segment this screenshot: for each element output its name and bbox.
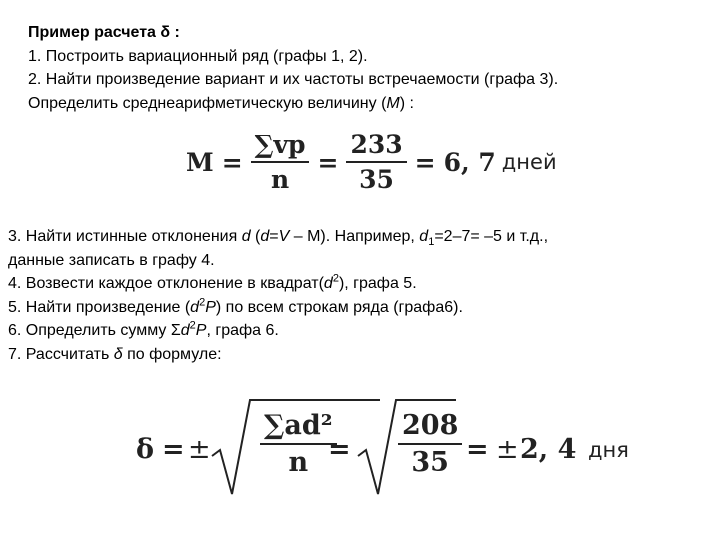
step-4-var-d: d (323, 275, 333, 292)
sd-fraction-values (398, 410, 462, 478)
step-6-var-d: d (180, 322, 190, 339)
sd-denominator-value: 35 (411, 447, 449, 478)
step-6-superscript: 2 (189, 319, 196, 332)
sd-unit: дня (588, 438, 629, 462)
intro-step-mean (28, 92, 558, 116)
mean-numerator-value: 233 (346, 130, 406, 163)
sd-numerator-value: 208 (398, 410, 462, 445)
step-4-text: 4. Возвести каждое отклонение в квадрат( (8, 275, 324, 292)
mean-lhs: M (186, 147, 214, 177)
intro-step-1: 1. Построить вариационный ряд (графы 1, 2). (28, 47, 368, 65)
step-7-text: 7. Рассчитать (8, 345, 114, 363)
steps-block (8, 225, 548, 366)
mean-equals-1: = (221, 147, 243, 177)
mean-unit: дней (501, 150, 557, 174)
sd-fraction-symbolic (260, 410, 337, 478)
sd-equals-1: = (162, 434, 185, 465)
step-7-var-delta: δ (113, 345, 123, 363)
step-5-text: ) по всем строкам ряда (графа6). (215, 298, 463, 316)
step-5-superscript: 2 (199, 296, 206, 309)
mean-equals-3: = (414, 147, 436, 177)
step-5 (8, 296, 548, 320)
sd-numerator: ∑ad² (260, 410, 337, 445)
mean-text-prefix: Определить среднеарифметическую величину ( (28, 94, 387, 112)
step-3-text: 3. Найти истинные отклонения (8, 228, 242, 245)
step-3-var-d: d (419, 228, 429, 245)
step-3-var-d: d (241, 228, 251, 245)
step-5-var-p: P (205, 298, 216, 316)
step-6-text: 6. Определить сумму Σ (8, 322, 181, 339)
intro-step-2: 2. Найти произведение вариант и их частоты встречаемости (графа 3). (28, 71, 559, 88)
step-6 (8, 319, 548, 343)
step-5-var-d: d (190, 298, 200, 316)
step-7-text: по формуле: (122, 345, 222, 363)
step-3-text: – М). Например, (289, 228, 420, 245)
mean-denominator: n (270, 165, 290, 194)
step-3-text: ( (250, 228, 261, 245)
step-6-var-p: P (195, 322, 207, 339)
sd-result: 2, 4 (520, 434, 577, 465)
step-3 (8, 225, 548, 249)
step-5-text: 5. Найти произведение ( (8, 298, 191, 316)
sd-plus-minus-1: ± (188, 434, 211, 465)
intro-block (28, 21, 558, 115)
sd-equals-3: = (466, 434, 489, 465)
sd-plus-minus-2: ± (496, 434, 519, 465)
sd-denominator: n (288, 447, 309, 478)
mean-formula (186, 130, 557, 194)
intro-title: Пример расчета δ : (28, 24, 180, 41)
step-3-text: =2–7= –5 и т.д., (434, 228, 549, 245)
mean-fraction-symbolic (251, 130, 310, 194)
mean-equals-2: = (317, 147, 339, 177)
mean-variable: M (386, 94, 400, 112)
step-4-text: ), графа 5. (338, 275, 417, 292)
step-6-text: , графа 6. (206, 322, 279, 339)
mean-text-suffix: ) : (399, 94, 414, 112)
step-3-var-d: d (260, 228, 270, 245)
sd-equals-2: = (328, 434, 351, 465)
mean-result: 6, 7 (443, 147, 496, 177)
step-3-var-v: V (278, 228, 290, 245)
sd-formula (136, 398, 696, 508)
step-3-continued: данные записать в графу 4. (8, 251, 215, 269)
sd-lhs: δ (136, 434, 155, 465)
step-4-superscript: 2 (332, 272, 339, 285)
mean-denominator-value: 35 (359, 165, 394, 194)
step-3-subscript: 1 (428, 236, 435, 249)
step-4 (8, 272, 548, 296)
step-3-text: = (269, 228, 279, 245)
mean-numerator: ∑vp (251, 130, 310, 163)
step-7 (8, 343, 548, 367)
mean-fraction-values (346, 130, 406, 194)
